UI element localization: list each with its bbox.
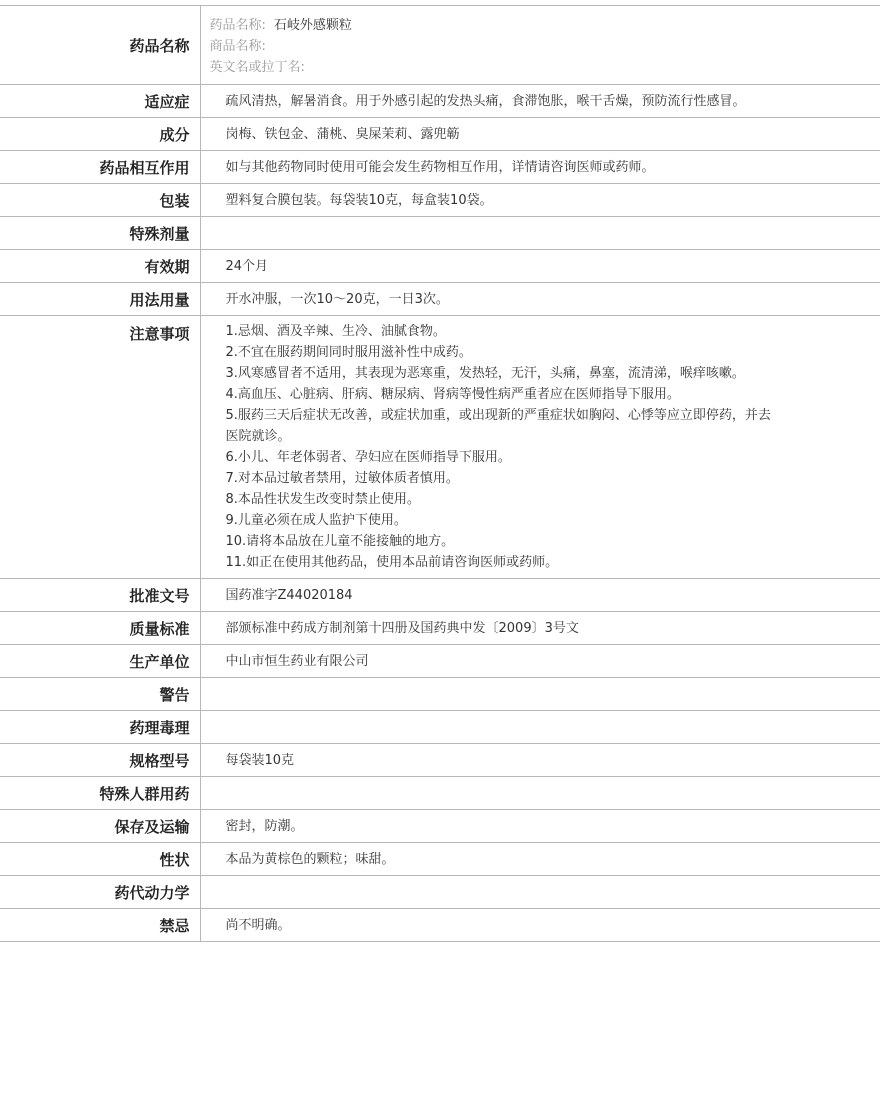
generic-name-label: 药品名称: <box>210 18 266 33</box>
row-indications <box>0 85 880 118</box>
precaution-item: 1.忌烟、酒及辛辣、生冷、油腻食物。 <box>226 321 776 342</box>
precaution-item: 9.儿童必须在成人监护下使用。 <box>226 510 776 531</box>
warning-value <box>200 678 880 711</box>
description-label: 性状 <box>0 843 200 876</box>
drug-info-table <box>0 5 880 942</box>
row-ingredients <box>0 118 880 151</box>
row-validity <box>0 250 880 283</box>
trade-name-label: 商品名称: <box>210 39 266 54</box>
pharmacology-label: 药理毒理 <box>0 711 200 744</box>
row-contraindications <box>0 909 880 942</box>
precaution-item: 10.请将本品放在儿童不能接触的地方。 <box>226 531 776 552</box>
interactions-label: 药品相互作用 <box>0 151 200 184</box>
quality-standard-value: 部颁标准中药成方制剂第十四册及国药典中发〔2009〕3号文 <box>200 612 880 645</box>
row-special-population <box>0 777 880 810</box>
pharmacokinetics-value <box>200 876 880 909</box>
row-drug-name <box>0 6 880 85</box>
validity-label: 有效期 <box>0 250 200 283</box>
row-special-dosage <box>0 217 880 250</box>
pharmacokinetics-label: 药代动力学 <box>0 876 200 909</box>
special-dosage-value <box>200 217 880 250</box>
indications-value: 疏风清热，解暑消食。用于外感引起的发热头痛，食滞饱胀，喉干舌燥，预防流行性感冒。 <box>200 85 880 118</box>
drug-name-cell <box>200 6 880 85</box>
interactions-value: 如与其他药物同时使用可能会发生药物相互作用，详情请咨询医师或药师。 <box>200 151 880 184</box>
storage-value: 密封，防潮。 <box>200 810 880 843</box>
contraindications-label: 禁忌 <box>0 909 200 942</box>
usage-value: 开水冲服，一次10～20克，一日3次。 <box>200 283 880 316</box>
description-value: 本品为黄棕色的颗粒；味甜。 <box>200 843 880 876</box>
pharmacology-value <box>200 711 880 744</box>
validity-value: 24个月 <box>200 250 880 283</box>
row-storage <box>0 810 880 843</box>
row-usage <box>0 283 880 316</box>
specification-value: 每袋装10克 <box>200 744 880 777</box>
precaution-item: 7.对本品过敏者禁用，过敏体质者慎用。 <box>226 468 776 489</box>
ingredients-label: 成分 <box>0 118 200 151</box>
precaution-item: 11.如正在使用其他药品，使用本品前请咨询医师或药师。 <box>226 552 776 573</box>
generic-name-line <box>210 15 880 36</box>
ingredients-value: 岗梅、铁包金、蒲桃、臭屎茉莉、露兜簕 <box>200 118 880 151</box>
generic-name-value: 石岐外感颗粒 <box>274 18 352 33</box>
packaging-value: 塑料复合膜包装。每袋装10克，每盒装10袋。 <box>200 184 880 217</box>
row-packaging <box>0 184 880 217</box>
row-description <box>0 843 880 876</box>
precaution-item: 3.风寒感冒者不适用，其表现为恶寒重，发热轻，无汗，头痛，鼻塞，流清涕，喉痒咳嗽。 <box>226 363 776 384</box>
approval-number-label: 批准文号 <box>0 579 200 612</box>
drug-info-sheet <box>0 5 880 942</box>
warning-label: 警告 <box>0 678 200 711</box>
row-quality-standard <box>0 612 880 645</box>
special-population-value <box>200 777 880 810</box>
approval-number-value: 国药准字Z44020184 <box>200 579 880 612</box>
manufacturer-label: 生产单位 <box>0 645 200 678</box>
packaging-label: 包装 <box>0 184 200 217</box>
precaution-item: 6.小儿、年老体弱者、孕妇应在医师指导下服用。 <box>226 447 776 468</box>
row-specification <box>0 744 880 777</box>
storage-label: 保存及运输 <box>0 810 200 843</box>
row-approval-number <box>0 579 880 612</box>
precaution-item: 2.不宜在服药期间同时服用滋补性中成药。 <box>226 342 776 363</box>
row-warning <box>0 678 880 711</box>
precaution-item: 4.高血压、心脏病、肝病、糖尿病、肾病等慢性病严重者应在医师指导下服用。 <box>226 384 776 405</box>
manufacturer-value: 中山市恒生药业有限公司 <box>200 645 880 678</box>
specification-label: 规格型号 <box>0 744 200 777</box>
row-precautions <box>0 316 880 579</box>
special-population-label: 特殊人群用药 <box>0 777 200 810</box>
special-dosage-label: 特殊剂量 <box>0 217 200 250</box>
english-name-label: 英文名或拉丁名: <box>210 60 305 75</box>
precaution-item: 8.本品性状发生改变时禁止使用。 <box>226 489 776 510</box>
precautions-value <box>200 316 880 579</box>
row-pharmacology <box>0 711 880 744</box>
precautions-label: 注意事项 <box>0 316 200 579</box>
trade-name-line <box>210 36 880 57</box>
row-interactions <box>0 151 880 184</box>
precaution-item: 5.服药三天后症状无改善，或症状加重，或出现新的严重症状如胸闷、心悸等应立即停药，并去医院就诊。 <box>226 405 776 447</box>
english-name-line <box>210 57 880 78</box>
contraindications-value: 尚不明确。 <box>200 909 880 942</box>
row-manufacturer <box>0 645 880 678</box>
row-pharmacokinetics <box>0 876 880 909</box>
usage-label: 用法用量 <box>0 283 200 316</box>
quality-standard-label: 质量标准 <box>0 612 200 645</box>
indications-label: 适应症 <box>0 85 200 118</box>
drug-name-label: 药品名称 <box>0 6 200 85</box>
